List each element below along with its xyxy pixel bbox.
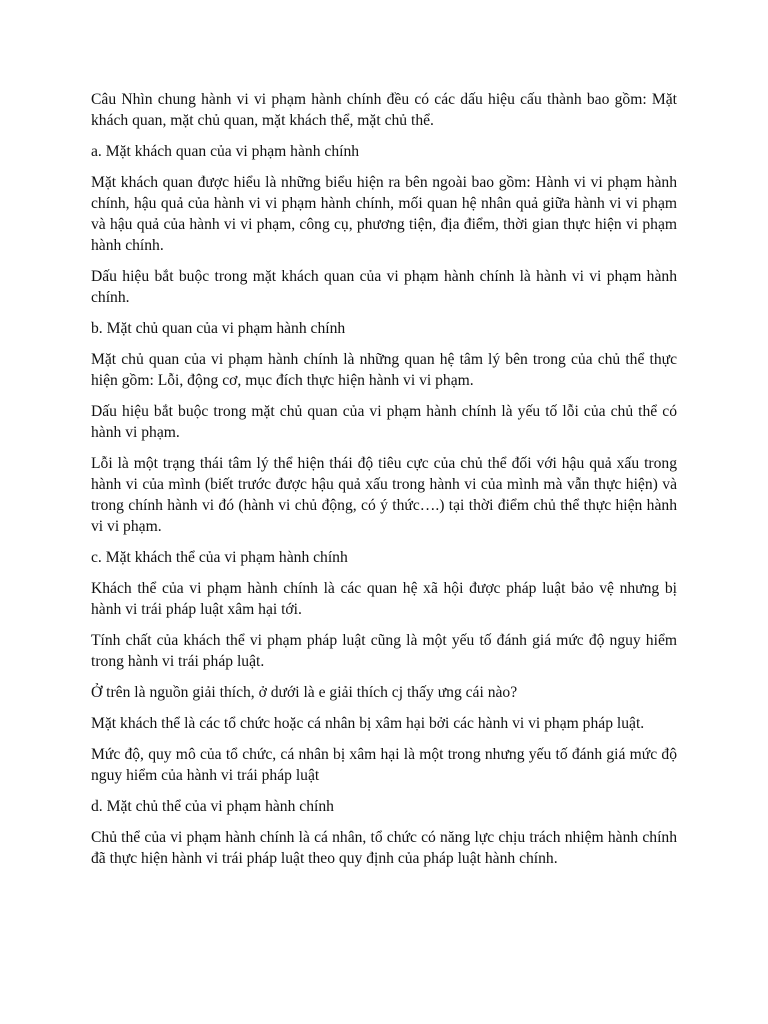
paragraph-objective-mandatory: Dấu hiệu bắt buộc trong mặt khách quan của vi phạm hành chính là hành vi vi phạm hành chính. — [91, 268, 677, 306]
paragraph-object-nature: Tính chất của khách thể vi phạm pháp luật cũng là một yếu tố đánh giá mức độ nguy hiểm trong hành vi trái pháp luật. — [91, 632, 677, 670]
paragraph-objective-definition: Mặt khách quan được hiểu là những biểu hiện ra bên ngoài bao gồm: Hành vi vi phạm hành chính, hậu quả của hành vi vi phạm hành chính, mối quan hệ nhân quả giữa hành vi vi phạm và hậu quả của hành vi vi phạm, công cụ, phương tiện, địa điểm, thời gian thực hiện vi phạm hành chính. — [91, 174, 677, 254]
section-heading-d: d. Mặt chủ thể của vi phạm hành chính — [91, 798, 334, 815]
paragraph-intro: Câu Nhìn chung hành vi vi phạm hành chính đều có các dấu hiệu cấu thành bao gồm: Mặt khách quan, mặt chủ quan, mặt khách thể, mặt chủ thể. — [91, 91, 677, 129]
section-heading-b: b. Mặt chủ quan của vi phạm hành chính — [91, 320, 346, 337]
paragraph-question: Ở trên là nguồn giải thích, ở dưới là e giải thích cj thấy ưng cái nào? — [91, 684, 518, 701]
section-heading-a: a. Mặt khách quan của vi phạm hành chính — [91, 143, 360, 160]
paragraph-object-alt: Mặt khách thể là các tổ chức hoặc cá nhân bị xâm hại bởi các hành vi vi phạm pháp luật. — [91, 715, 645, 732]
paragraph-subject-definition: Chủ thể của vi phạm hành chính là cá nhân, tổ chức có năng lực chịu trách nhiệm hành chính đã thực hiện hành vi trái pháp luật theo quy định của pháp luật hành chính. — [91, 829, 677, 867]
paragraph-object-definition: Khách thể của vi phạm hành chính là các quan hệ xã hội được pháp luật bảo vệ nhưng bị hành vi trái pháp luật xâm hại tới. — [91, 580, 677, 618]
paragraph-subjective-definition: Mặt chủ quan của vi phạm hành chính là những quan hệ tâm lý bên trong của chủ thể thực hiện gồm: Lỗi, động cơ, mục đích thực hiện hành vi vi phạm. — [91, 351, 677, 389]
paragraph-subjective-mandatory: Dấu hiệu bắt buộc trong mặt chủ quan của vi phạm hành chính là yếu tố lỗi của chủ thể có hành vi phạm. — [91, 403, 677, 441]
paragraph-object-scale: Mức độ, quy mô của tổ chức, cá nhân bị xâm hại là một trong nhưng yếu tố đánh giá mức độ nguy hiểm của hành vi trái pháp luật — [91, 746, 677, 784]
section-heading-c: c. Mặt khách thể của vi phạm hành chính — [91, 549, 348, 566]
paragraph-fault: Lỗi là một trạng thái tâm lý thể hiện thái độ tiêu cực của chủ thể đối với hậu quả xấu trong hành vi của mình (biết trước được hậu quả xấu trong hành vi của mình mà vẫn thực hiện) và trong chính hành vi đó (hành vi chủ động, có ý thức….) tại thời điểm chủ thể thực hiện hành vi vi phạm. — [91, 455, 677, 535]
